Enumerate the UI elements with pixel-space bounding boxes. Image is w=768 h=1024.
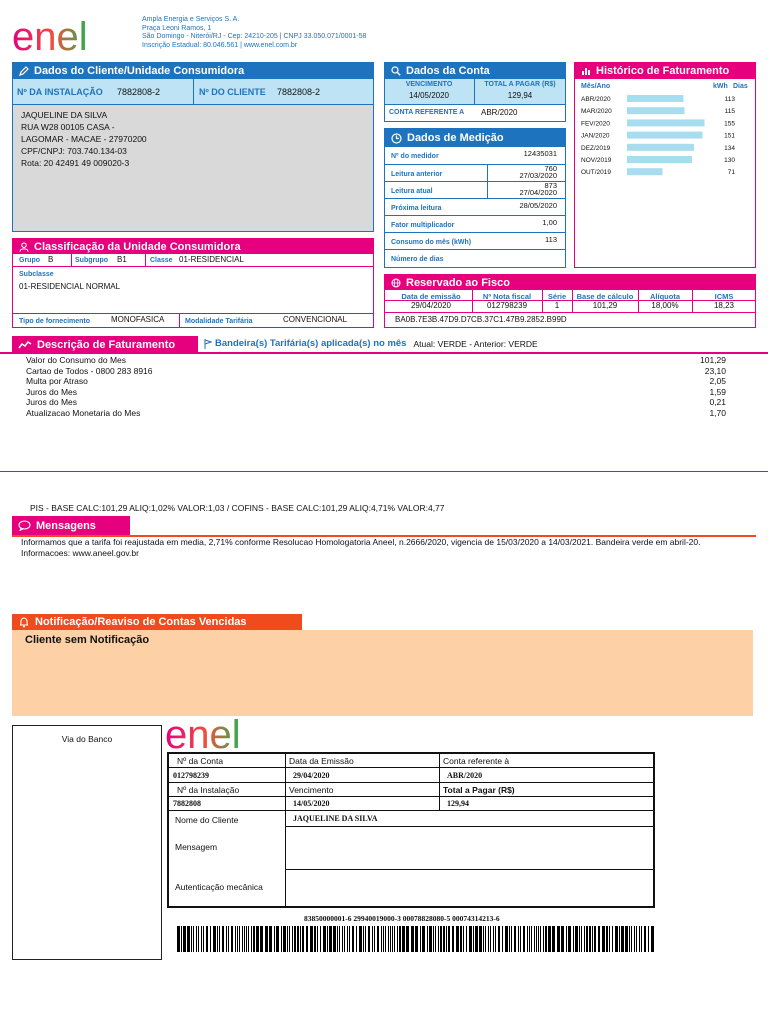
cliente-header [13, 63, 373, 79]
banco-total-value: 129,94 [447, 799, 469, 808]
bandeira-value: Atual: VERDE - Anterior: VERDE [413, 338, 538, 349]
subclasse-value: 01-RESIDENCIAL NORMAL [19, 282, 121, 291]
faturamento-item [26, 366, 726, 377]
cliente-address-box [13, 105, 373, 231]
hist-bar [627, 168, 663, 175]
cliente-street: RUA W28 00105 CASA - [21, 122, 115, 132]
cliente-cpf: CPF/CNPJ: 703.740.134-03 [21, 146, 127, 156]
faturamento-item-value: 101,29 [700, 355, 726, 365]
medicao-row [385, 232, 565, 249]
hist-category-label: JAN/2020 [581, 132, 610, 140]
medicao-panel [384, 128, 566, 268]
medicao-row-value: 28/05/2020 [519, 201, 557, 210]
hist-category-label: DEZ/2019 [581, 144, 611, 152]
globe-icon [391, 278, 401, 288]
mensagens-title: Mensagens [36, 519, 96, 532]
faturamento-item-value: 0,21 [709, 397, 726, 407]
faturamento-item-value: 1,59 [709, 386, 726, 397]
pis-cofins-line: PIS - BASE CALC:101,29 ALIQ:1,02% VALOR:1,03 / COFINS - BASE CALC:101,29 ALIQ:4,71% VALOR:4,77 [30, 503, 445, 513]
flag-icon [204, 339, 212, 349]
instalacao-label: Nº DA INSTALAÇÃO [17, 87, 103, 97]
user-icon [19, 242, 29, 252]
notificacao-header [12, 614, 302, 630]
banco-nome-value: JAQUELINE DA SILVA [293, 814, 378, 823]
hist-value-label: 130 [724, 157, 735, 164]
notificacao-title: Notificação/Reaviso de Contas Vencidas [35, 616, 247, 628]
hist-category-label: MAR/2020 [581, 108, 612, 116]
banco-referente-value: ABR/2020 [447, 771, 483, 780]
fisco-header-cell: Base de cálculo [576, 292, 634, 301]
notificacao-text: Cliente sem Notificação [25, 634, 150, 646]
classe-value: 01-RESIDENCIAL [179, 255, 244, 264]
barcode-number: 83850000001-6 29940019000-3 00078828080-5 00074314213-6 [304, 914, 500, 923]
faturamento-item-desc: Multa por Atraso [26, 376, 88, 386]
fisco-panel [384, 274, 756, 328]
medicao-row-label: Fator multiplicador [391, 222, 455, 229]
classificacao-row1 [13, 254, 373, 267]
referente-label: CONTA REFERENTE A [389, 109, 465, 116]
referente-value: ABR/2020 [481, 108, 518, 117]
hist-value-label: 151 [724, 132, 735, 140]
company-info [142, 16, 422, 50]
via-banco-label: Via do Banco [61, 734, 113, 744]
banco-mensagem-label: Mensagem [175, 842, 218, 852]
grupo-label: Grupo [19, 257, 40, 264]
hist-value-label: 134 [724, 144, 735, 152]
faturamento-item [26, 397, 726, 408]
medicao-row [385, 215, 565, 232]
instalacao-value: 7882808-2 [117, 87, 161, 97]
enel-logo [12, 14, 112, 60]
hist-bar [627, 107, 685, 114]
faturamento-item-desc: Juros do Mes [26, 397, 78, 407]
fisco-header-cell: Alíquota [650, 292, 680, 301]
banco-nome-label: Nome do Cliente [175, 815, 239, 825]
search-icon [391, 66, 401, 76]
col-dias-label: Dias [733, 83, 748, 90]
hist-bar [627, 144, 694, 151]
bell-icon [18, 616, 30, 628]
fisco-header-cell: Nº Nota fiscal [482, 292, 532, 301]
faturamento-bottom-divider [0, 471, 768, 472]
medicao-row-value: 12435031 [523, 149, 557, 158]
medicao-title: Dados de Medição [407, 132, 504, 144]
banco-emissao-value: 29/04/2020 [293, 771, 330, 780]
classe-label: Classe [150, 257, 173, 264]
fisco-value-cell: 18,00% [651, 301, 679, 310]
faturamento-header [12, 336, 198, 353]
svg-text:enel: enel [12, 15, 88, 59]
trend-line-icon [18, 340, 32, 350]
banco-emissao-label: Data da Emissão [289, 756, 354, 766]
medicao-row-value: 27/04/2020 [519, 188, 557, 197]
pencil-icon [19, 66, 29, 76]
medicao-row-label: Nº do medidor [391, 153, 439, 160]
fisco-value-cell: 012798239 [486, 301, 528, 310]
company-registration: Inscrição Estadual: 80.046.561 | www.enel.com.br [142, 41, 298, 49]
fisco-header-cell: Data de emissão [401, 292, 461, 301]
hist-value-label: 155 [724, 120, 735, 128]
classificacao-title: Classificação da Unidade Consumidora [34, 240, 241, 253]
medicao-row [385, 147, 565, 164]
banco-conta-value: 012798239 [173, 771, 209, 780]
banco-logo [165, 714, 265, 754]
fornecimento-label: Tipo de fornecimento [19, 318, 91, 325]
cliente-name: JAQUELINE DA SILVA [21, 110, 108, 120]
hist-category-label: FEV/2020 [581, 120, 610, 128]
company-name: Ampla Energia e Serviços S. A. [142, 16, 240, 23]
faturamento-items [26, 355, 726, 418]
historico-header [575, 63, 755, 79]
hist-category-label: ABR/2020 [581, 96, 611, 103]
subclasse-label: Subclasse [19, 271, 54, 278]
vencimento-label: VENCIMENTO [405, 81, 453, 88]
classificacao-header [13, 239, 373, 254]
banco-conta-label: Nº da Conta [177, 756, 224, 766]
conta-header [385, 63, 565, 79]
medicao-row-value: 113 [545, 235, 557, 244]
barcode [177, 926, 655, 952]
medicao-row-label: Leitura atual [391, 188, 433, 195]
medicao-row-label: Número de dias [391, 256, 444, 263]
vencimento-value: 14/05/2020 [408, 91, 450, 100]
fisco-value-cell: 18,23 [713, 301, 735, 310]
faturamento-item-value: 1,70 [709, 407, 726, 418]
hist-category-label: NOV/2019 [581, 157, 612, 164]
hist-value-label: 113 [724, 96, 735, 103]
cliente-ids-row [13, 79, 373, 105]
cliente-city: LAGOMAR - MACAE - 27970200 [21, 134, 147, 144]
historico-chart [575, 91, 755, 181]
cliente-value: 7882808-2 [277, 87, 321, 97]
clock-icon [391, 133, 402, 144]
cliente-title: Dados do Cliente/Unidade Consumidora [34, 65, 245, 77]
col-mes-label: Mês/Ano [581, 83, 611, 90]
medicao-row-label: Consumo do mês (kWh) [391, 239, 472, 246]
faturamento-header-bar [12, 336, 756, 353]
faturamento-item [26, 355, 726, 366]
fisco-value-cell: 1 [554, 301, 560, 310]
bandeira-label: Bandeira(s) Tarifária(s) aplicada(s) no mês [215, 338, 407, 349]
medicao-row [385, 164, 565, 181]
faturamento-item [26, 408, 726, 419]
conta-values-row [385, 79, 565, 105]
svg-text:enel: enel [165, 714, 241, 754]
medicao-row [385, 198, 565, 215]
medicao-row-label: Leitura anterior [391, 171, 443, 178]
fisco-value-cell: 101,29 [592, 301, 618, 310]
hist-bar [627, 132, 703, 139]
banco-referente-label: Conta referente à [443, 756, 510, 766]
faturamento-divider [0, 352, 768, 354]
banco-total-label: Total a Pagar (R$) [443, 785, 515, 795]
total-value: 129,94 [507, 91, 533, 100]
faturamento-item-desc: Cartao de Todos - 0800 283 8916 [26, 365, 153, 376]
grupo-value: B [48, 255, 54, 264]
cliente-rota: Rota: 20 42491 49 009020-3 [21, 158, 130, 168]
medicao-row-reading: 873 [544, 181, 557, 190]
conta-title: Dados da Conta [406, 65, 490, 77]
via-banco-box [12, 725, 162, 960]
faturamento-item-value: 23,10 [704, 365, 726, 376]
banco-vencimento-label: Vencimento [289, 785, 334, 795]
faturamento-item-desc: Juros do Mes [26, 386, 78, 397]
hist-category-label: OUT/2019 [581, 169, 611, 177]
medicao-row [385, 249, 565, 266]
medicao-row-label: Próxima leitura [391, 205, 442, 212]
conta-panel [384, 62, 566, 122]
modalidade-label: Modalidade Tarifária [185, 318, 253, 325]
banco-autenticacao-label: Autenticação mecânica [175, 882, 263, 892]
historico-panel [574, 62, 756, 268]
fisco-header [385, 275, 755, 290]
medicao-row-value: 1,00 [542, 218, 557, 227]
medicao-row [385, 181, 565, 198]
fisco-header-cell: ICMS [714, 292, 734, 301]
fisco-value-cell: 29/04/2020 [410, 301, 452, 310]
faturamento-item-value: 2,05 [709, 376, 726, 386]
banco-slip-table [167, 752, 655, 908]
cliente-label: Nº DO CLIENTE [199, 87, 266, 97]
faturamento-title: Descrição de Faturamento [37, 338, 176, 351]
banco-instalacao-value: 7882808 [173, 799, 201, 808]
faturamento-item [26, 387, 726, 398]
cliente-panel [12, 62, 374, 232]
mensagens-text: Informamos que a tarifa foi reajustada em media, 2,71% conforme Resolucao Homologatoria Aneel, n.2666/2020, vigencia de 15/03/2020 a 14/03/2021. Bandeira verde em abril-20. Informacoes: www.aneel.gov.br [21, 537, 701, 558]
bar-chart-icon [581, 66, 591, 76]
medicao-row-reading: 760 [544, 164, 557, 173]
col-kwh-label: kWh [713, 83, 728, 90]
historico-title: Histórico de Faturamento [596, 65, 730, 77]
subgrupo-value: B1 [117, 255, 127, 264]
hist-bar [627, 119, 705, 126]
medicao-row-value: 27/03/2020 [519, 171, 557, 180]
banco-instalacao-label: Nº da Instalação [177, 785, 240, 795]
fisco-hash: BA0B.7E3B.47D9.D7CB.37C1.47B9.2852.B99D [395, 315, 567, 324]
fornecimento-value: MONOFASICA [111, 315, 165, 324]
hist-value-label: 71 [727, 169, 735, 177]
company-address: Praça Leoni Ramos, 1 [142, 24, 212, 32]
medicao-header [385, 129, 565, 147]
faturamento-item-desc: Valor do Consumo do Mes [26, 355, 127, 365]
faturamento-item [26, 376, 726, 387]
hist-bar [627, 156, 692, 163]
hist-value-label: 115 [724, 108, 735, 116]
notificacao-box [12, 630, 753, 716]
hist-bar [627, 95, 684, 102]
subgrupo-label: Subgrupo [75, 257, 109, 264]
modalidade-value: CONVENCIONAL [283, 315, 348, 324]
banco-vencimento-value: 14/05/2020 [293, 799, 330, 808]
classificacao-panel [12, 238, 374, 328]
mensagens-header [12, 516, 130, 535]
faturamento-item-desc: Atualizacao Monetaria do Mes [26, 407, 141, 418]
fisco-title: Reservado ao Fisco [406, 276, 510, 289]
fisco-header-cell: Série [547, 292, 567, 301]
speech-bubble-icon [18, 520, 31, 531]
company-city: São Domingo - Niterói/RJ - Cep: 24210-205 | CNPJ 33.050.071/0001-58 [142, 33, 367, 40]
total-label: TOTAL A PAGAR (R$) [484, 81, 556, 88]
